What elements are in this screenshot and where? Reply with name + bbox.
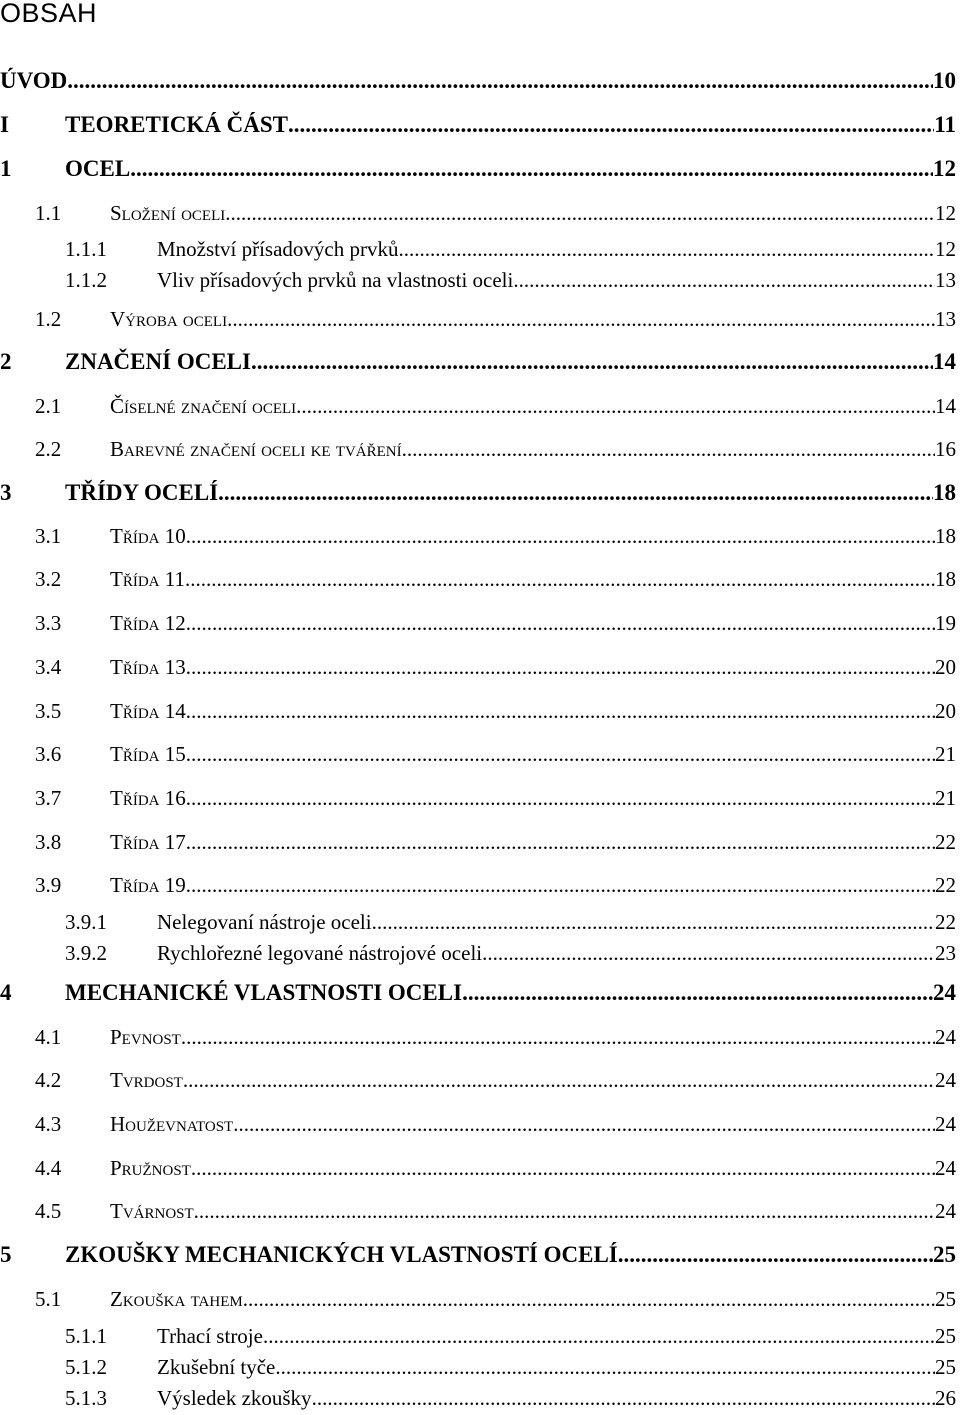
toc-entry-number: 3.2 — [35, 567, 62, 591]
toc-leader — [398, 237, 935, 262]
toc-entry[interactable] — [0, 68, 956, 94]
toc-entry-number: 5 — [0, 1242, 12, 1267]
toc-entry-page: 24 — [935, 1025, 956, 1049]
toc-entry-title: Složení oceli — [110, 201, 226, 225]
toc-entry-number: 2.2 — [35, 437, 62, 461]
toc-entry-title: Třída 17 — [110, 830, 186, 854]
toc-entry-number: 3 — [0, 480, 12, 505]
toc-entry-title: Barevné značení oceli ke tváření — [110, 437, 402, 461]
toc-entry-number: 1 — [0, 156, 12, 181]
toc-entry-title: Třída 16 — [110, 786, 186, 810]
toc-leader — [618, 1242, 933, 1268]
toc-entry-title: Pevnost — [110, 1025, 181, 1049]
toc-leader — [186, 524, 935, 549]
toc-entry-page: 21 — [935, 742, 956, 766]
toc-entry[interactable] — [0, 349, 956, 375]
toc-entry-page: 18 — [935, 524, 956, 548]
toc-entry[interactable] — [0, 567, 956, 592]
toc-entry-title: Vliv přísadových prvků na vlastnosti oceli — [157, 268, 514, 292]
toc-entry-number: 4.5 — [35, 1199, 62, 1223]
toc-entry-page: 13 — [935, 307, 956, 331]
toc-entry-title: Nelegovaní nástroje oceli — [157, 910, 372, 934]
toc-entry-title: ÚVOD — [0, 68, 68, 93]
toc-leader — [513, 268, 935, 293]
toc-entry-number: 3.6 — [35, 742, 62, 766]
toc-entry[interactable] — [0, 1068, 956, 1093]
toc-entry[interactable] — [0, 524, 956, 549]
toc-leader — [181, 1025, 935, 1050]
toc-entry-page: 24 — [933, 980, 956, 1005]
toc-entry-title: Rychlořezné legované nástrojové oceli — [157, 941, 483, 965]
toc-entry-number: 2.1 — [35, 394, 62, 418]
toc-entry-page: 23 — [935, 941, 956, 965]
toc-entry-number: 3.8 — [35, 830, 62, 854]
toc-entry-page: 12 — [935, 201, 956, 225]
toc-entry-page: 24 — [935, 1112, 956, 1136]
toc-entry[interactable] — [0, 480, 956, 506]
toc-entry[interactable] — [0, 786, 956, 811]
toc-entry-number: 4.3 — [35, 1112, 62, 1136]
toc-entry[interactable] — [0, 611, 956, 636]
toc-entry-number: 3.9 — [35, 873, 62, 897]
toc-leader — [191, 1156, 935, 1181]
toc-entry-page: 18 — [933, 480, 956, 505]
toc-entry-title: Výsledek zkoušky — [157, 1386, 312, 1410]
toc-entry-page: 26 — [935, 1386, 956, 1410]
toc-leader — [243, 1287, 935, 1312]
toc-entry[interactable] — [0, 1242, 956, 1268]
toc-entry-number: 1.1 — [35, 201, 62, 225]
toc-entry-title: Zkušební tyče — [157, 1355, 276, 1379]
toc-leader — [251, 349, 933, 375]
toc-leader — [186, 830, 935, 855]
toc-leader — [225, 201, 935, 226]
toc-entry-page: 20 — [935, 699, 956, 723]
toc-entry-title: ZKOUŠKY MECHANICKÝCH VLASTNOSTÍ OCELÍ — [65, 1242, 618, 1267]
toc-leader — [130, 156, 933, 182]
toc-leader — [183, 1068, 935, 1093]
toc-entry-page: 16 — [935, 437, 956, 461]
toc-entry-page: 25 — [935, 1287, 956, 1311]
toc-entry[interactable] — [0, 1386, 956, 1411]
toc-heading: OBSAH — [0, 0, 98, 28]
toc-entry-number: I — [0, 112, 9, 137]
toc-entry-page: 24 — [935, 1068, 956, 1092]
toc-leader — [186, 655, 935, 680]
toc-entry-page: 19 — [935, 611, 956, 635]
toc-entry-number: 1.2 — [35, 307, 62, 331]
toc-entry-title: Třída 11 — [110, 567, 185, 591]
toc-entry-page: 14 — [935, 394, 956, 418]
toc-entry[interactable] — [0, 655, 956, 680]
toc-entry-number: 3.1 — [35, 524, 62, 548]
toc-entry-title: Třída 19 — [110, 873, 186, 897]
toc-entry-title: Tvrdost — [110, 1068, 183, 1092]
toc-entry-page: 25 — [935, 1355, 956, 1379]
toc-entry-number: 5.1.3 — [65, 1386, 107, 1410]
toc-entry-number: 3.9.1 — [65, 910, 107, 934]
toc-entry-title: TEORETICKÁ ČÁST — [65, 112, 289, 137]
toc-entry-number: 5.1.2 — [65, 1355, 107, 1379]
toc-entry-number: 1.1.2 — [65, 268, 107, 292]
toc-entry-number: 3.3 — [35, 611, 62, 635]
toc-entry-page: 14 — [933, 349, 956, 374]
toc-entry-title: Tvárnost — [110, 1199, 194, 1223]
toc-entry-number: 3.9.2 — [65, 941, 107, 965]
toc-entry-number: 3.5 — [35, 699, 62, 723]
toc-leader — [402, 437, 935, 462]
toc-leader — [312, 1386, 935, 1411]
toc-leader — [233, 1112, 935, 1137]
toc-leader — [186, 873, 935, 898]
toc-leader — [288, 112, 934, 138]
toc-entry-page: 12 — [935, 237, 956, 261]
toc-entry-number: 2 — [0, 349, 12, 374]
toc-entry-title: Třída 12 — [110, 611, 186, 635]
toc-entry[interactable] — [0, 1355, 956, 1380]
toc-entry-page: 22 — [935, 873, 956, 897]
toc-entry[interactable] — [0, 237, 956, 262]
toc-entry-title: Množství přísadových prvků — [157, 237, 399, 261]
toc-entry[interactable] — [0, 941, 956, 966]
toc-leader — [372, 910, 935, 935]
toc-entry-page: 24 — [935, 1199, 956, 1223]
toc-entry-page: 11 — [934, 112, 956, 137]
toc-leader — [67, 68, 933, 94]
toc-leader — [218, 480, 933, 506]
toc-entry-number: 4.4 — [35, 1156, 62, 1180]
toc-leader — [186, 786, 935, 811]
toc-entry-page: 25 — [933, 1242, 956, 1267]
toc-entry[interactable] — [0, 394, 956, 419]
toc-entry-page: 12 — [933, 156, 956, 181]
toc-leader — [227, 307, 935, 332]
toc-entry[interactable] — [0, 830, 956, 855]
toc-entry-number: 3.7 — [35, 786, 62, 810]
toc-leader — [186, 742, 935, 767]
toc-entry-title: Třída 15 — [110, 742, 186, 766]
toc-leader — [482, 941, 935, 966]
toc-entry[interactable] — [0, 742, 956, 767]
toc-entry-page: 24 — [935, 1156, 956, 1180]
toc-entry-title: Výroba oceli — [110, 307, 228, 331]
toc-entry-number: 4.1 — [35, 1025, 62, 1049]
toc-entry[interactable] — [0, 910, 956, 935]
toc-entry-number: 5.1.1 — [65, 1324, 107, 1348]
toc-leader — [462, 980, 933, 1006]
toc-entry-title: MECHANICKÉ VLASTNOSTI OCELI — [65, 980, 463, 1005]
toc-leader — [263, 1324, 935, 1349]
toc-entry-page: 13 — [935, 268, 956, 292]
toc-entry-title: Houževnatost — [110, 1112, 234, 1136]
toc-entry-page: 10 — [933, 68, 956, 93]
toc-entry[interactable] — [0, 1324, 956, 1349]
toc-entry-title: ZNAČENÍ OCELI — [65, 349, 251, 374]
toc-entry[interactable] — [0, 980, 956, 1006]
toc-entry[interactable] — [0, 437, 956, 462]
toc-entry[interactable] — [0, 873, 956, 898]
toc-leader — [296, 394, 935, 419]
toc-entry-page: 21 — [935, 786, 956, 810]
toc-entry-page: 25 — [935, 1324, 956, 1348]
toc-entry[interactable] — [0, 1025, 956, 1050]
toc-entry[interactable] — [0, 112, 956, 138]
toc-entry[interactable] — [0, 201, 956, 226]
toc-entry-title: OCEL — [65, 156, 131, 181]
toc-entry-number: 1.1.1 — [65, 237, 107, 261]
toc-entry-title: Číselné značení oceli — [110, 394, 297, 418]
toc-entry[interactable] — [0, 1287, 956, 1312]
toc-leader — [194, 1199, 935, 1224]
toc-leader — [275, 1355, 935, 1380]
toc-entry[interactable] — [0, 156, 956, 182]
toc-entry[interactable] — [0, 1199, 956, 1224]
toc-entry[interactable] — [0, 1112, 956, 1137]
toc-leader — [186, 611, 935, 636]
toc-entry-title: Třída 13 — [110, 655, 186, 679]
toc-entry-title: Zkouška tahem — [110, 1287, 243, 1311]
toc-entry[interactable] — [0, 268, 956, 293]
toc-entry-title: Trhací stroje — [157, 1324, 263, 1348]
toc-entry-number: 3.4 — [35, 655, 62, 679]
toc-entry-page: 20 — [935, 655, 956, 679]
toc-entry[interactable] — [0, 307, 956, 332]
toc-entry-number: 4.2 — [35, 1068, 62, 1092]
toc-leader — [185, 567, 935, 592]
toc-entry[interactable] — [0, 1156, 956, 1181]
toc-entry[interactable] — [0, 699, 956, 724]
toc-entry-title: TŘÍDY OCELÍ — [65, 480, 219, 505]
toc-entry-title: Třída 14 — [110, 699, 186, 723]
toc-entry-page: 22 — [935, 830, 956, 854]
toc-entry-title: Pružnost — [110, 1156, 191, 1180]
toc-entry-number: 5.1 — [35, 1287, 62, 1311]
toc-leader — [186, 699, 935, 724]
toc-entry-page: 22 — [935, 910, 956, 934]
toc-entry-title: Třída 10 — [110, 524, 186, 548]
toc-entry-number: 4 — [0, 980, 12, 1005]
toc-entry-page: 18 — [935, 567, 956, 591]
